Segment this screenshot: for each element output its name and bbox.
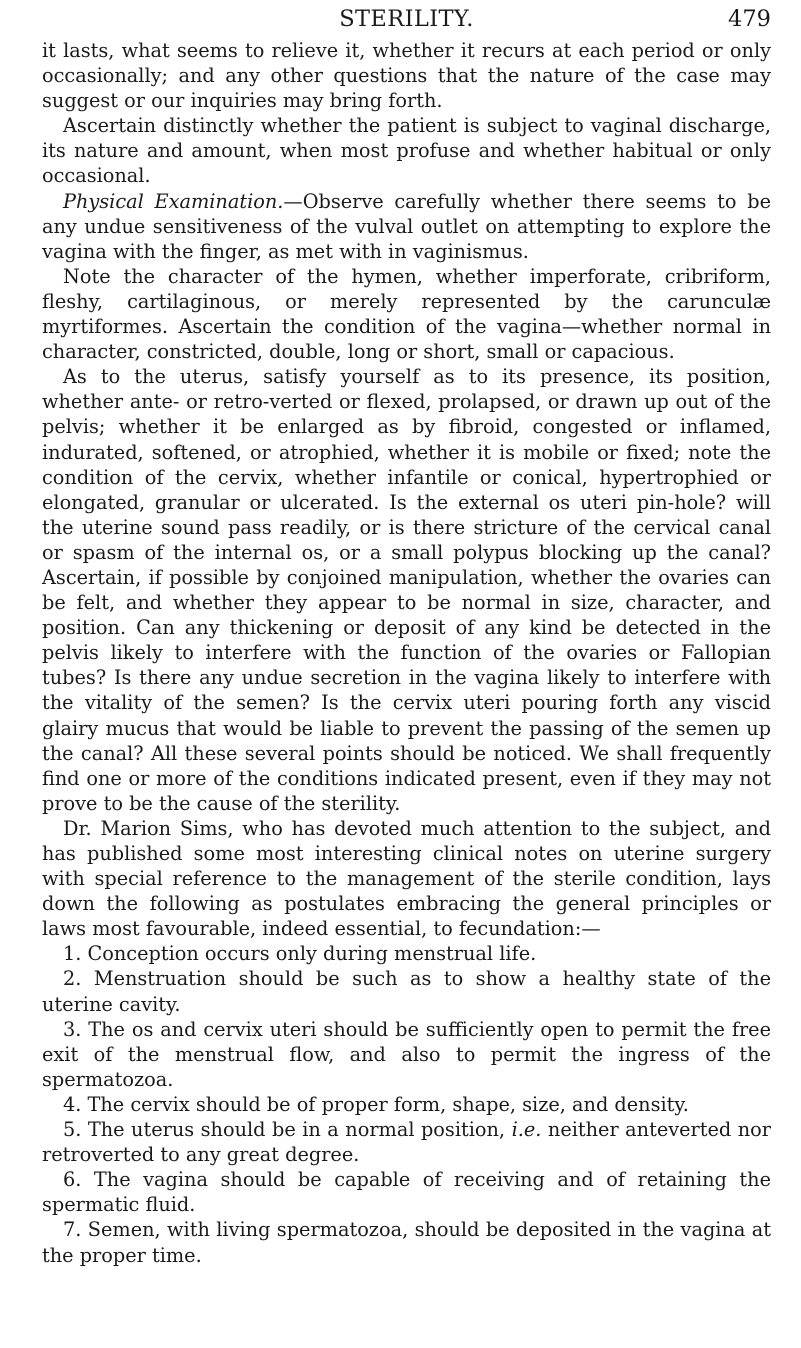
paragraph-text: —Observe carefully whether there seems to be any undue sensitiveness of the vulval outlet on attempting to explore the vagina with the finger, as met with in vaginismus.: [42, 189, 771, 263]
paragraph-continued: it lasts, what seems to relieve it, whether it recurs at each period or only occasionally; and any other questions that the nature of the case may suggest or our inquiries may bring forth.: [42, 39, 771, 113]
book-page: [42, 6, 771, 1268]
paragraph-hymen: Note the character of the hymen, whether imperforate, cribriform, fleshy, cartilaginous, or merely represented by the carunculæ myrtiformes. Ascertain the condition of the vagina—whether normal in character, constricted, double, long or short, small or capacious.: [42, 264, 771, 364]
postulate-item: 4. The cervix should be of proper form, shape, size, and density.: [63, 1092, 689, 1116]
postulate-item: [42, 1117, 771, 1167]
postulate-item: 6. The vagina should be capable of receiving and of retaining the spermatic fluid.: [42, 1168, 771, 1217]
postulate-text: 5. The uterus should be in a normal position,: [63, 1118, 506, 1142]
postulate-abbrev: i.e.: [511, 1118, 542, 1142]
page-header: [42, 2, 771, 36]
paragraph-vaginal-discharge: Ascertain distinctly whether the patient is subject to vaginal discharge, its nature and amount, when most profuse and whether habitual or only occasional.: [42, 114, 771, 188]
paragraph-uterus: As to the uterus, satisfy yourself as to its presence, its position, whether ante- or retro-verted or flexed, prolapsed, or drawn up out of the pelvis; whether it be enlarged as by fibroid, congested or inflamed, indurated, softened, or atrophied, whether it is mobile or fixed; note the condition of the cervix, whether infantile or conical, hypertrophied or elongated, granular or ulcerated. Is the external os uteri pin-hole? will the uterine sound pass readily, or is there stricture of the cervical canal or spasm of the internal os, or a small polypus blocking up the canal? Ascertain, if possible by conjoined manipulation, whether the ovaries can be felt, and whether they appear to be normal in size, character, and position. Can any thickening or deposit of any kind be detected in the pelvis likely to interfere with the function of the ovaries or Fallopian tubes? Is there any undue secretion in the vagina likely to interfere with the vitality of the semen? Is the cervix uteri pouring forth any viscid glairy mucus that would be liable to prevent the passing of the semen up the canal? All these several points should be noticed. We shall frequently find one or more of the conditions indicated present, even if they may not prove to be the cause of the sterility.: [42, 365, 771, 815]
body-text: [42, 38, 771, 1268]
running-title: STERILITY.: [339, 6, 474, 32]
postulate-item: 3. The os and cervix uteri should be sufficiently open to permit the free exit of the menstrual flow, and also to permit the ingress of the spermatozoa.: [42, 1017, 771, 1091]
postulate-item: 2. Menstruation should be such as to show a healthy state of the uterine cavity.: [42, 967, 771, 1016]
postulate-text-rest: neither anteverted nor retroverted to any great degree.: [42, 1118, 771, 1167]
postulate-item: 7. Semen, with living spermatozoa, should be deposited in the vagina at the proper time.: [42, 1218, 771, 1267]
postulate-item: 1. Conception occurs only during menstrual life.: [63, 942, 537, 966]
paragraph-physical-examination: [42, 189, 771, 264]
page-number: 479: [728, 6, 771, 32]
section-heading: Physical Examination.: [63, 189, 284, 213]
paragraph-marion-sims: Dr. Marion Sims, who has devoted much attention to the subject, and has published some most interesting clinical notes on uterine surgery with special reference to the management of the sterile condition, lays down the following as postulates embracing the general principles or laws most favourable, indeed essential, to fecundation:—: [42, 816, 771, 941]
